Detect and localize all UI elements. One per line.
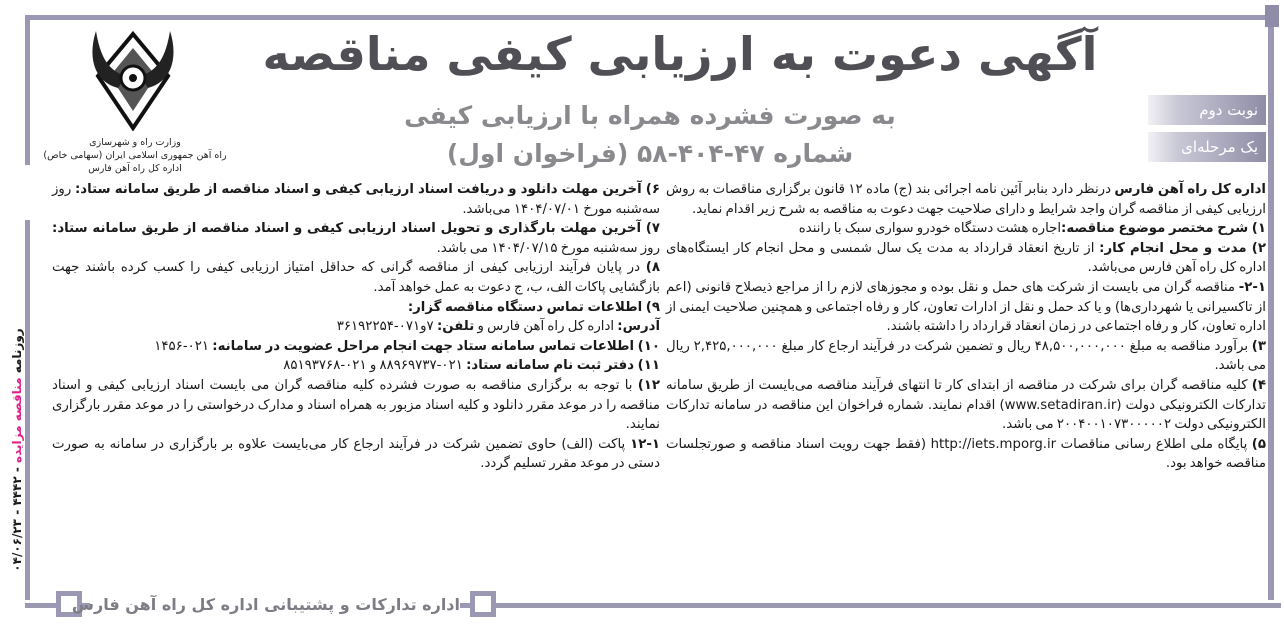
right-column	[666, 180, 1266, 474]
page-title: آگهی دعوت به ارزیابی کیفی مناقصه	[262, 27, 1098, 81]
item-text: پاکت (الف) حاوی تضمین شرکت در فرآیند ارجاع کار می‌بایست علاوه بر بارگزاری در سامانه به صورت دستی در موعد مقرر تسلیم گردد.	[52, 436, 660, 472]
item-7	[52, 219, 660, 258]
item-text: اجاره هشت دستگاه خودرو سواری سبک با راننده	[798, 221, 1062, 237]
issuer-name: اداره کل راه آهن فارس	[1114, 182, 1266, 197]
item-text: از تاریخ انعقاد قرارداد به مدت یک سال شمسی و محل انجام کار ایستگاه‌های اداره کل راه آهن فارس می‌باشد.	[666, 240, 1266, 276]
newspaper-prefix: روزنامه	[10, 328, 24, 374]
item-label: ۲-۱-	[1238, 279, 1266, 295]
item-6	[52, 180, 660, 219]
item-label: ۵)	[1251, 436, 1266, 452]
item-text: پایگاه ملی اطلاع رسانی مناقصات http://iets.mporg.ir (فقط جهت رویت اسناد مناقصه و صورتجلسات مناقصه خواهد بود.	[666, 436, 1266, 472]
item-label: ۶) آخرین مهلت دانلود و دریافت اسناد ارزیابی کیفی و اسناد مناقصه از طریق سامانه ستاد:	[74, 182, 660, 197]
item-text: ۰۲۱-۱۴۵۶	[154, 338, 213, 354]
badge-one-stage: یک مرحله‌ای	[1148, 132, 1266, 162]
item-label: ۱۲-۱	[630, 436, 660, 452]
intro-paragraph	[666, 180, 1266, 219]
item-label: ۹) اطلاعات تماس دستگاه مناقصه گزار:	[407, 299, 660, 315]
issue-info: - ۴۴۴۲ - ۰۴/۰۶/۲۳	[10, 467, 24, 572]
item-label: ۷) آخرین مهلت بارگذاری و تحویل اسناد ارزیابی کیفی و اسناد مناقصه از طریق سامانه ستاد:	[52, 221, 660, 237]
item-text: کلیه مناقصه گران برای شرکت در مناقصه از ابتدای کار تا انتهای فرآیند مناقصه می‌بایست از طریق سامانه تدارکات الکترونیکی دولت (www.setadiran.ir) اقدام نمایند. شماره فراخوان این مناقصه در سامانه تدارکات الکترونیکی دولت ۲۰۰۴۰۰۱۰۷۳۰۰۰۰۰۲ می باشد.	[666, 377, 1267, 433]
newspaper-brand: مناقصه مزایده	[10, 377, 24, 463]
item-label: ۴)	[1251, 377, 1266, 393]
logo-caption	[30, 136, 240, 175]
item-text: برآورد مناقصه به مبلغ ۴۸,۵۰۰,۰۰۰,۰۰۰ ریال و تضمین شرکت در فرآیند ارجاع کار مبلغ ۲,۴۲۵,۰۰۰,۰۰۰ ریال می باشد.	[666, 338, 1266, 374]
item-text: در پایان فرآیند ارزیابی کیفی از مناقصه گرانی که حداقل امتیاز ارزیابی کیفی را کسب کرده باشند جهت بازگشایی پاکات الف، ب، ج دعوت به عمل خواهد آمد.	[52, 260, 660, 295]
item-2	[666, 239, 1266, 278]
item-11	[52, 356, 660, 376]
item-text: با توجه به برگزاری مناقصه به صورت فشرده کلیه مناقصه گران می بایست اسناد ارزیابی کیفی و اسناد مناقصه را در موعد مقرر دانلود و کلیه اسناد مزبور به همراه اسناد و مدارک درخواستی را در موعد مقرر بارگزاری نمایند.	[52, 377, 660, 433]
item-label: ۲) مدت و محل انجام کار:	[1099, 240, 1266, 256]
frame-right-border	[1268, 15, 1274, 600]
item-text: مناقصه گران می بایست از شرکت های حمل و نقل بوده و مجوزهای لازم را از مراجع ذیصلاح قانونی (اعم از تاکسیرانی یا شهرداری‌ها) و یا کد حمل و نقل از ادارات تعاون، کار و رفاه اجتماعی و همچنین صلاحیت ایمنی از اداره تعاون، کار و رفاه اجتماعی در زمان انعقاد قرارداد را داشته باشند.	[666, 279, 1266, 335]
tender-number: شماره ۴۷-۴۰۴-۵۸ (فراخوان اول)	[446, 139, 854, 168]
item-text: روز سه‌شنبه مورخ ۱۴۰۴/۰۷/۱۵ می باشد.	[436, 240, 660, 256]
footer-signature: اداره تدارکات و پشتیبانی اداره کل راه آهن فارس	[90, 591, 460, 619]
item-label: ۳)	[1251, 338, 1266, 354]
railway-logo-icon	[88, 26, 178, 131]
item-12	[52, 376, 660, 435]
item-label: ۱۱) دفتر ثبت نام سامانه ستاد:	[466, 358, 660, 374]
contact-address	[52, 317, 660, 337]
item-label: ۸)	[645, 260, 660, 276]
newspaper-side-caption	[2, 300, 32, 600]
frame-corner	[1265, 5, 1279, 27]
item-label: ۱) شرح مختصر موضوع مناقصه:	[1061, 221, 1266, 237]
intro-text: درنظر دارد بنابر آئین نامه اجرائی بند (ج) ماده ۱۲ قانون برگزاری مناقصات به روش ارزیابی کیفی از مناقصه گران واجد شرایط و دارای صلاحیت جهت دعوت به مناقصه به شرح زیر اقدام نماید.	[666, 182, 1266, 217]
company-name: راه آهن جمهوری اسلامی ایران (سهامی خاص)	[43, 150, 227, 161]
footer-square-right	[470, 591, 496, 617]
item-label: ۱۰) اطلاعات تماس سامانه ستاد جهت انجام مراحل عضویت در سامانه:	[212, 338, 660, 354]
item-text: روز سه‌شنبه مورخ ۱۴۰۴/۰۷/۰۱ می‌باشد.	[52, 182, 660, 217]
item-9	[52, 298, 660, 318]
item-5	[666, 435, 1266, 474]
item-3	[666, 337, 1266, 376]
phone-label: تلفن:	[436, 319, 475, 335]
item-1	[666, 219, 1266, 239]
phone-text: ۷و۰۷۱-۳۶۱۹۲۲۵۴	[336, 319, 437, 335]
frame-top-border	[25, 15, 1275, 20]
address-text: اداره کل راه آهن فارس و	[474, 319, 618, 335]
item-2-1	[666, 278, 1266, 337]
item-label: ۱۲)	[637, 377, 660, 393]
item-12-1	[52, 435, 660, 474]
item-8	[52, 258, 660, 297]
item-10	[52, 337, 660, 357]
left-column	[52, 180, 660, 474]
badge-second-round: نوبت دوم	[1148, 95, 1266, 125]
item-4	[666, 376, 1266, 435]
office-name: اداره کل راه آهن فارس	[88, 163, 182, 174]
item-text: ۰۲۱-۸۸۹۶۹۷۳۷ و ۰۲۱-۸۵۱۹۳۷۶۸	[283, 358, 467, 374]
address-label: آدرس:	[617, 319, 660, 335]
ministry-name: وزارت راه و شهرسازی	[89, 137, 181, 148]
subtitle: به صورت فشرده همراه با ارزیابی کیفی	[404, 101, 896, 130]
